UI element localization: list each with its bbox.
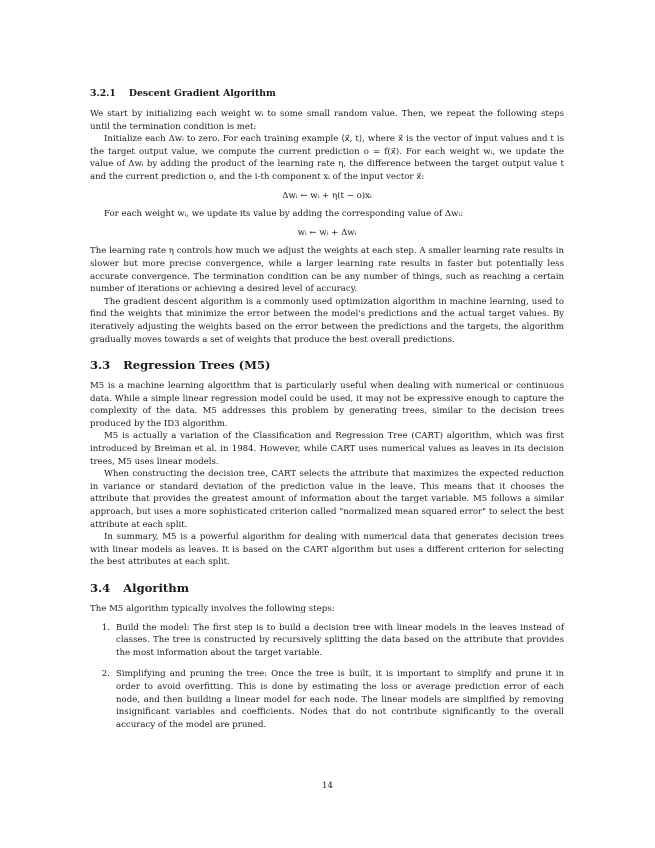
gradient-paragraph-3: For each weight wᵢ, we update its value by adding the corresponding value of Δwᵢ: (104, 209, 464, 220)
algorithm-steps-list (90, 622, 564, 732)
section-title: Regression Trees (M5) (123, 358, 271, 373)
gradient-paragraph-1: We start by initializing each weight wᵢ to some small random value. Then, we repeat the following steps until the termination condition is met: (90, 109, 564, 132)
equation-delta-update: Δwᵢ ← wᵢ + η(t − o)xᵢ (282, 190, 372, 201)
section-heading-algorithm (90, 581, 564, 595)
algorithm-intro: The M5 algorithm typically involves the following steps: (90, 604, 335, 614)
subsection-number: 3.2.1 (90, 88, 116, 99)
gradient-paragraph-5: The gradient descent algorithm is a commonly used optimization algorithm in machine learning, used to find the weights that minimize the error between the model's predictions and the actual target values. By iteratively adjusting the weights based on the error between the predictions and the targets, the algorithm gradually moves towards a set of weights that produce the best overall predictions. (90, 296, 564, 345)
m5-paragraph-2: M5 is actually a variation of the Classification and Regression Tree (CART) algorithm, which was first introduced by Breiman et al. in 1984. However, while CART uses numerical values as leaves in its decision trees, M5 uses linear models. (90, 431, 564, 467)
list-item-text: Simplifying and pruning the tree: Once the tree is built, it is important to simplify and prune it in order to avoid overfitting. This is done by estimating the loss or average prediction error of each node, and then building a linear model for each node. The linear models are simplified by removing insignificant variables and coefficients. Nodes that do not contribute significantly to the overall accuracy of the model are pruned. (116, 669, 564, 730)
section-heading-regression-trees (90, 358, 564, 372)
list-item (90, 668, 564, 731)
gradient-paragraph-2: Initialize each Δwᵢ to zero. For each training example ⟨x⃗, t⟩, where x⃗ is the vector of input values and t is the target output value, we compute the current prediction o = f(x⃗). For each weight wᵢ, we update the value of Δwᵢ by adding the product of the learning rate η, the difference between the target output value t and the current prediction o, and the i-th component xᵢ of the input vector x⃗: (90, 134, 564, 182)
page-number: 14 (322, 781, 333, 791)
list-item-text: Build the model: The first step is to build a decision tree with linear models in the leaves instead of classes. The tree is constructed by recursively splitting the data based on the attribute that provides the most information about the target variable. (116, 622, 564, 658)
section-number: 3.3 (90, 358, 111, 373)
section-title: Algorithm (123, 581, 189, 595)
gradient-paragraph-4: The learning rate η controls how much we adjust the weights at each step. A smaller learning rate results in slower but more precise convergence, while a larger learning rate results in faster but potentially less accurate convergence. The termination condition can be any number of things, such as reaching a certain number of iterations or achieving a desired level of accuracy. (90, 246, 564, 295)
page-content (90, 88, 564, 740)
list-item-number: 2. (101, 669, 110, 680)
m5-paragraph-4: In summary, M5 is a powerful algorithm for dealing with numerical data that generates decision trees with linear models as leaves. It is based on the CART algorithm but uses a different criterion for selecting the best attributes at each split. (90, 532, 564, 568)
m5-paragraph-3: When constructing the decision tree, CART selects the attribute that maximizes the expected reduction in variance or standard deviation of the prediction value in the leave. This means that it chooses the attribute that provides the greatest amount of information about the target variable. M5 follows a similar approach, but uses a more sophisticated criterion called "normalized mean squared error" to select the best attribute at each split. (90, 469, 564, 530)
section-number: 3.4 (90, 581, 111, 595)
equation-weight-update: wᵢ ← wᵢ + Δwᵢ (297, 227, 357, 238)
subsection-heading (90, 88, 564, 100)
list-item-number: 1. (101, 622, 110, 633)
list-item (90, 622, 564, 660)
subsection-title: Descent Gradient Algorithm (128, 88, 276, 99)
m5-paragraph-1: M5 is a machine learning algorithm that is particularly useful when dealing with numerical or continuous data. While a simple linear regression model could be used, it may not be expressive enough to capture the complexity of the data. M5 addresses this problem by generating trees, similar to the decision trees produced by the ID3 algorithm. (90, 381, 564, 429)
